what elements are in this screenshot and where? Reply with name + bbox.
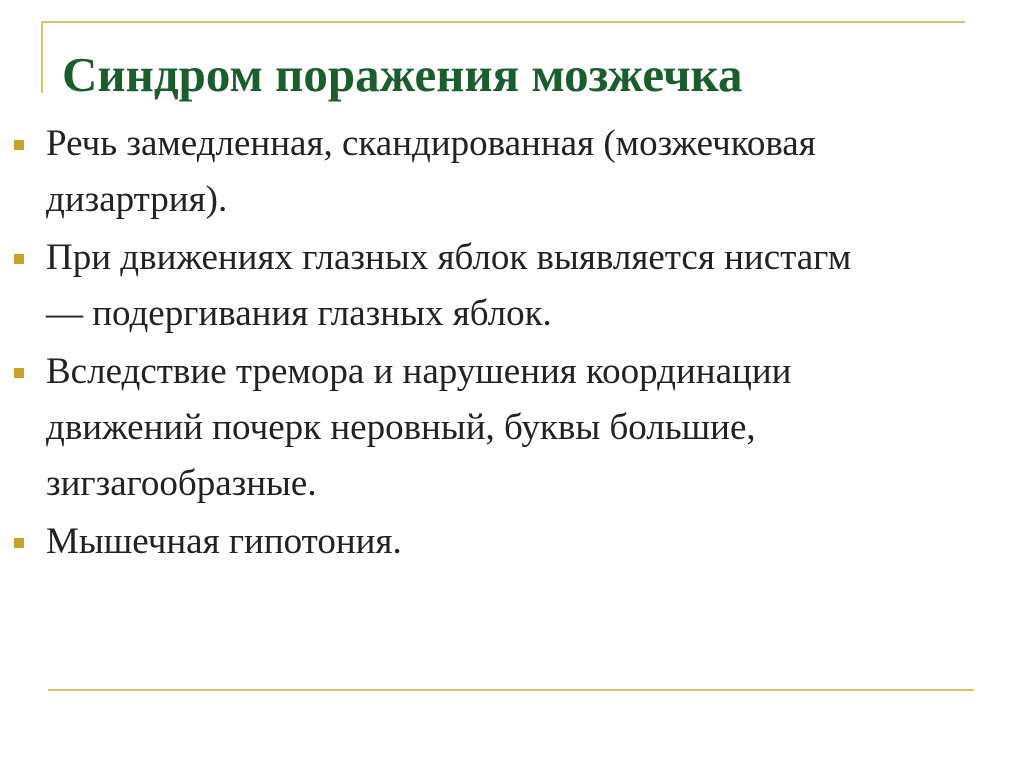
left-rule	[41, 21, 43, 93]
bullet-text: Вследствие тремора и нарушения координации движений почерк неровный, буквы большие, зигзагообразные.	[46, 351, 792, 504]
bullet-text: При движениях глазных яблок выявляется нистагм — подергивания глазных яблок.	[46, 237, 852, 334]
slide-title: Синдром поражения мозжечка	[62, 47, 743, 102]
square-bullet-icon	[14, 368, 24, 378]
bullet-text: Мышечная гипотония.	[46, 521, 402, 562]
square-bullet-icon	[14, 254, 24, 264]
bottom-rule	[48, 689, 974, 691]
bullet-text: Речь замедленная, скандированная (мозжечковая дизартрия).	[46, 123, 816, 220]
square-bullet-icon	[14, 140, 24, 150]
square-bullet-icon	[14, 538, 24, 548]
top-rule	[41, 21, 965, 23]
